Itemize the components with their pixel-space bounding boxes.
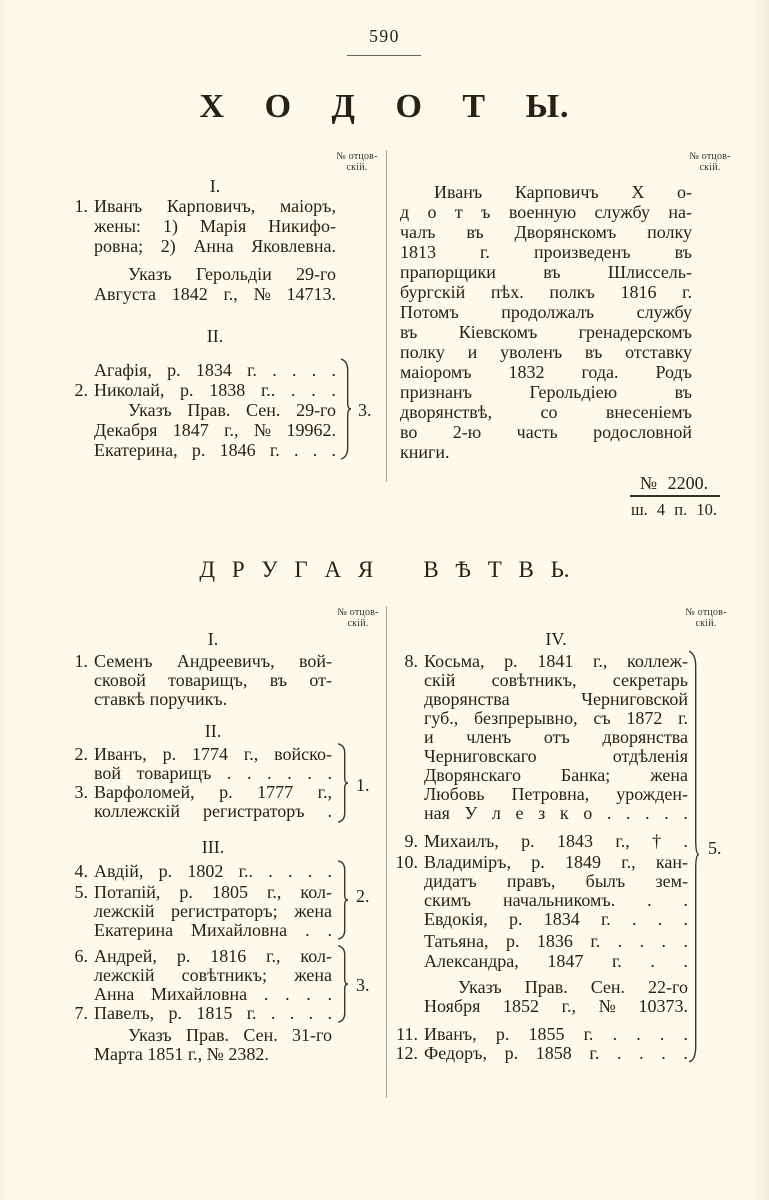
text-line: Дворянскаго Банка; жена [424, 765, 688, 785]
grouping-brace [340, 358, 351, 460]
text-line: 2. Николай, р. 1838 г.. . . . [94, 380, 336, 400]
text-line: ровна; 2) Анна Яковлевна. [94, 236, 336, 256]
text-line: 5. Потапій, р. 1805 г., кол- [94, 883, 332, 902]
text-line: Указъ Прав. Сен. 31-го [128, 1025, 332, 1045]
text-line: полку и уволенъ въ отставку [400, 342, 692, 362]
text-line: Ноября 1852 г., № 10373. [424, 996, 688, 1016]
generation-heading: II. [204, 721, 222, 741]
text-line: д о т ъ военную службу на- [400, 202, 692, 222]
entry-number: 7. [74, 1003, 88, 1023]
entry-number: 1. [74, 196, 88, 216]
entry-number: 9. [404, 831, 418, 851]
biography-column-top-right [400, 182, 692, 462]
text-line: дворянства Черниговской [424, 689, 688, 709]
entry-number: 12. [395, 1043, 418, 1063]
column-divider [386, 606, 387, 1098]
father-col-header-line1: № отцов- [685, 607, 727, 618]
generation-heading: I. [207, 629, 219, 649]
text-line: жены: 1) Марія Никифо- [94, 216, 336, 236]
grouping-brace [337, 860, 348, 940]
genealogy-column-bottom-right [388, 630, 688, 1063]
text-line: прапорщики въ Шлиссель- [400, 262, 692, 282]
entry-number: 2. [74, 380, 88, 400]
text-line: 3. Варфоломей, р. 1777 г., [94, 783, 332, 802]
text-line: Декабря 1847 г., № 19962. [94, 420, 336, 440]
text-line: бургскій пѣх. полкъ 1816 г. [400, 282, 692, 302]
genealogy-column-top-left [64, 176, 336, 460]
text-line: 4. Авдій, р. 1802 г.. . . . . [94, 862, 332, 881]
text-line: губ., безпрерывно, съ 1872 г. [424, 708, 688, 728]
text-line: и членъ отъ дворянства [424, 727, 688, 747]
grouping-brace [337, 945, 348, 1023]
text-line: 7. Павелъ, р. 1815 г. . . . . [94, 1004, 332, 1023]
text-line: Черниговскаго отдѣленія [424, 746, 688, 766]
text-line: 8. Косьма, р. 1841 г., коллеж- [424, 652, 688, 671]
father-col-header [672, 151, 748, 173]
text-line: 1. Семенъ Андреевичъ, вой- [94, 652, 332, 671]
text-line: 12. Федоръ, р. 1858 г. . . . . [424, 1044, 688, 1063]
genealogy-column-bottom-left [64, 630, 332, 1064]
entry-number: 5. [74, 882, 88, 902]
text-line: Татьяна, р. 1836 г. . . . . [424, 931, 688, 951]
text-line: Указъ Герольдіи 29-го [128, 264, 336, 284]
text-line: въ Кіевскомъ гренадерскомъ [400, 322, 692, 342]
text-line: 9. Михаилъ, р. 1843 г., † . [424, 832, 688, 851]
father-col-header-line2: скій. [699, 162, 721, 173]
entry-number: 3. [74, 782, 88, 802]
father-number: 1. [356, 775, 370, 795]
grouping-brace [688, 650, 699, 1063]
text-line: 6. Андрей, р. 1816 г., кол- [94, 947, 332, 966]
text-line: сковой товарищъ, въ от- [94, 670, 332, 690]
father-col-header [327, 607, 389, 629]
text-line: Потомъ продолжалъ службу [400, 302, 692, 322]
text-line: маіоромъ 1832 года. Родъ [400, 362, 692, 382]
record-code: ш. 4 п. 10. [630, 500, 718, 519]
family-title: Х О Д О Т Ы. [199, 88, 570, 125]
text-line: книги. [400, 442, 450, 462]
text-line: дидатъ правъ, былъ зем- [424, 871, 688, 891]
text-line: Указъ Прав. Сен. 22-го [458, 977, 688, 997]
text-line: чалъ въ Дворянскомъ полку [400, 222, 692, 242]
father-number: 5. [708, 838, 722, 858]
text-line: скимъ начальникомъ. . . [424, 890, 688, 910]
father-col-header-line1: № отцов- [337, 607, 379, 618]
text-line: дворянствѣ, со внесеніемъ [400, 402, 692, 422]
text-line: Любовь Петровна, урожден- [424, 784, 688, 804]
father-number: 2. [356, 886, 370, 906]
text-line: 11. Иванъ, р. 1855 г. . . . . [424, 1025, 688, 1044]
text-line: 1. Иванъ Карповичъ, маіоръ, [94, 196, 336, 216]
entry-number: 1. [74, 651, 88, 671]
branch-heading: Д Р У Г А Я В Ѣ Т В Ь. [199, 557, 570, 582]
text-line: признанъ Герольдіею въ [400, 382, 692, 402]
page-number-rule [347, 55, 421, 56]
text-line: 1813 г. произведенъ въ [400, 242, 692, 262]
text-line: лежскій совѣтникъ; жена [94, 965, 332, 985]
father-col-header [668, 607, 744, 629]
text-line: Иванъ Карповичъ Х о- [434, 182, 692, 202]
entry-number: 8. [404, 651, 418, 671]
text-line: Указъ Прав. Сен. 29-го [128, 400, 336, 420]
grouping-brace [337, 743, 348, 823]
text-line: Агафія, р. 1834 г. . . . . [94, 360, 336, 380]
page-number: 590 [369, 26, 400, 46]
text-line: ная У л е з к о . . . . . [424, 803, 688, 823]
text-line: Августа 1842 г., № 14713. [94, 284, 336, 304]
record-number: № 2200. [639, 473, 709, 493]
father-number: 3. [358, 400, 372, 420]
generation-heading: III. [201, 837, 225, 857]
text-line: во 2-ю часть родословной [400, 422, 692, 442]
father-col-header-line1: № отцов- [689, 151, 731, 162]
entry-number: 2. [74, 744, 88, 764]
text-line: Марта 1851 г., № 2382. [94, 1044, 269, 1064]
generation-heading: II. [206, 326, 224, 346]
text-line: 2. Иванъ, р. 1774 г., войско- [94, 745, 332, 764]
text-line: лежскій регистраторъ; жена [94, 901, 332, 921]
text-line: Евдокія, р. 1834 г. . . . [424, 909, 688, 929]
generation-heading: I. [209, 176, 221, 196]
text-line: Анна Михайловна . . . . [94, 984, 332, 1004]
entry-number: 11. [396, 1024, 418, 1044]
generation-heading: IV. [545, 629, 567, 649]
father-col-header-line2: скій. [346, 162, 368, 173]
entry-number: 6. [74, 946, 88, 966]
text-line: вой товарищъ . . . . . . [94, 763, 332, 783]
text-line: ставкѣ поручикъ. [94, 689, 228, 709]
entry-number: 4. [74, 861, 88, 881]
text-line: Александра, 1847 г. . . [424, 951, 688, 971]
column-divider [386, 150, 387, 482]
text-line: Екатерина Михайловна . . [94, 920, 332, 940]
entry-number: 10. [395, 852, 418, 872]
father-col-header-line1: № отцов- [336, 151, 378, 162]
father-col-header [326, 151, 388, 173]
text-line: коллежскій регистраторъ . [94, 801, 332, 821]
father-col-header-line2: скій. [347, 618, 369, 629]
record-rule [630, 495, 720, 497]
father-number: 3. [356, 975, 370, 995]
text-line: Екатерина, р. 1846 г. . . . [94, 440, 336, 460]
text-line: скій совѣтникъ, секретарь [424, 670, 688, 690]
text-line: 10. Владиміръ, р. 1849 г., кан- [424, 853, 688, 872]
father-col-header-line2: скій. [695, 618, 717, 629]
